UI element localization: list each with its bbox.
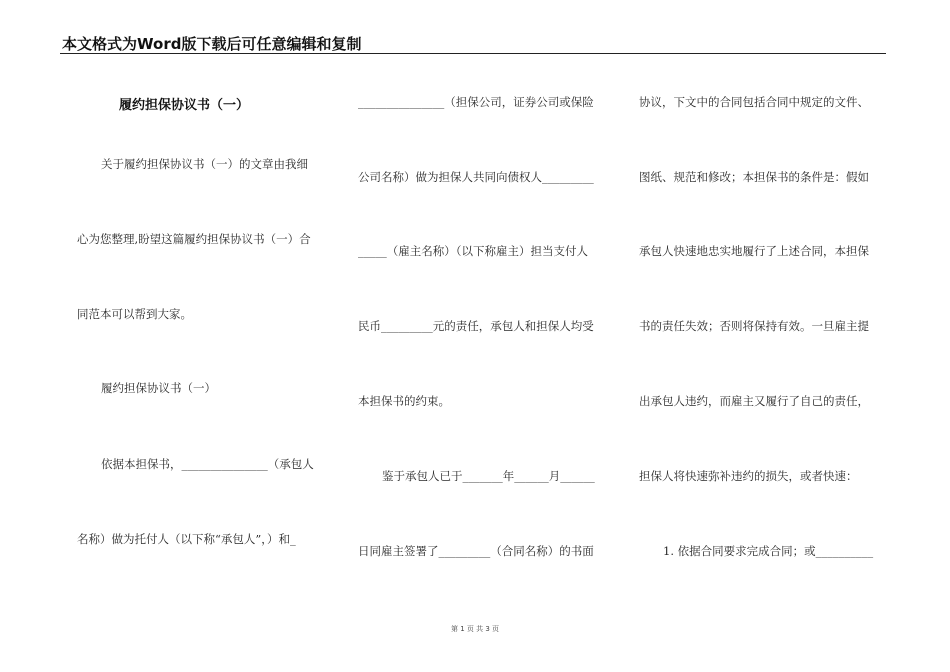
paragraph-line: 鉴于承包人已于_______年______月______ — [382, 469, 595, 483]
paragraph-line: 本担保书的约束。 — [358, 394, 450, 408]
paragraph-line: 担保人将快速弥补违约的损失，或者快速： — [639, 469, 858, 483]
document-title: 履约担保协议书（一） — [119, 98, 250, 113]
paragraph-line: 名称）做为托付人（以下称“承包人”，）和_ — [77, 532, 296, 546]
paragraph-line: 公司名称）做为担保人共同向债权人_________ — [358, 170, 594, 184]
page-number: 第 1 页 共 3 页 — [450, 625, 500, 633]
header-divider — [60, 53, 886, 54]
paragraph-line: 同范本可以帮到大家。 — [77, 307, 192, 321]
paragraph-line: 关于履约担保协议书（一）的文章由我细 — [101, 157, 308, 171]
paragraph-line: 心为您整理,盼望这篇履约担保协议书（一）合 — [77, 232, 311, 246]
paragraph-line: _____（雇主名称）（以下称雇主）担当支付人 — [358, 244, 588, 258]
paragraph-line: 日同雇主签署了_________（合同名称）的书面 — [358, 544, 594, 558]
paragraph-line: 图纸、规范和修改；本担保书的条件是：假如 — [639, 170, 869, 184]
document-header-title: 本文格式为Word版下载后可任意编辑和复制 — [62, 35, 362, 53]
paragraph-line: 书的责任失效；否则将保持有效。一旦雇主提 — [639, 319, 869, 333]
paragraph-line: 承包人快速地忠实地履行了上述合同，本担保 — [639, 244, 869, 258]
paragraph-line: 民币_________元的责任，承包人和担保人均受 — [358, 319, 594, 333]
paragraph-line: 协议，下文中的合同包括合同中规定的文件、 — [639, 95, 869, 109]
paragraph-line: 出承包人违约，而雇主又履行了自己的责任， — [639, 394, 869, 408]
section-heading: 履约担保协议书（一） — [101, 381, 216, 395]
paragraph-line: 依据本担保书，_______________（承包人 — [101, 457, 314, 471]
list-item: 1. 依据合同要求完成合同；或__________ — [663, 544, 874, 558]
paragraph-line: _______________（担保公司，证券公司或保险 — [358, 95, 594, 109]
